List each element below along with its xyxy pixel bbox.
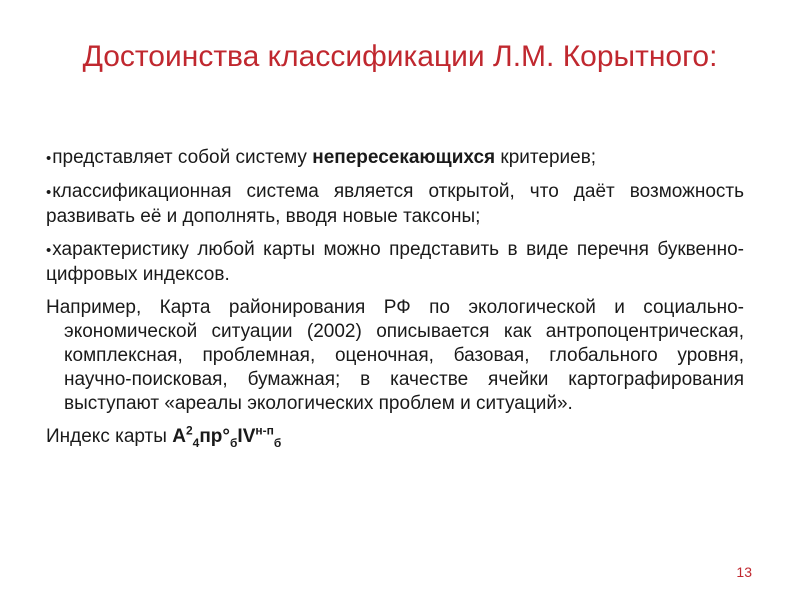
map-index-label: Индекс карты [46,426,173,447]
bullet-item-1 [46,146,744,171]
example-paragraph: Например, Карта районирования РФ по экологической и социально-экономической ситуации (2002) описывается как антропоцентрическая, комплексная, проблемная, оценочная, базовая, глобального уровня, научно-поисковая, бумажная; в качестве ячейки картографирования выступают «ареалы экологических проблем и ситуаций». [46,297,744,414]
index-code-a: А [172,426,186,447]
index-code-iv-sub: б [273,435,282,450]
bullet-text: характеристику любой карты можно представить в виде перечня буквенно-цифровых индексов. [46,239,744,285]
bullet-marker: • [46,184,52,201]
bullet-text: критериев; [495,147,597,168]
index-code-pr: пр° [199,426,230,447]
map-index-line [46,425,744,449]
bullet-text: представляет собой систему [52,147,313,168]
index-code-iv-sup: н-п [255,423,274,438]
bullet-marker: • [46,242,52,259]
slide-content [46,146,744,449]
slide-title: Достоинства классификации Л.М. Корытного: [82,40,718,73]
map-index-code [172,423,282,450]
bullet-marker: • [46,150,52,167]
bullet-item-2 [46,180,744,229]
index-code-pr-sub: б [230,435,238,450]
index-code-iv: IV [237,426,256,447]
bullet-text: классификационная система является открытой, что даёт возможность развивать её и дополнять, вводя новые таксоны; [46,181,744,227]
bullet-bold-text: непересекающихся [312,147,496,168]
bullet-item-3 [46,238,744,287]
page-number: 13 [736,564,752,580]
index-code-a-sup: 2 [185,423,193,438]
index-code-a-sub: 4 [192,435,200,450]
